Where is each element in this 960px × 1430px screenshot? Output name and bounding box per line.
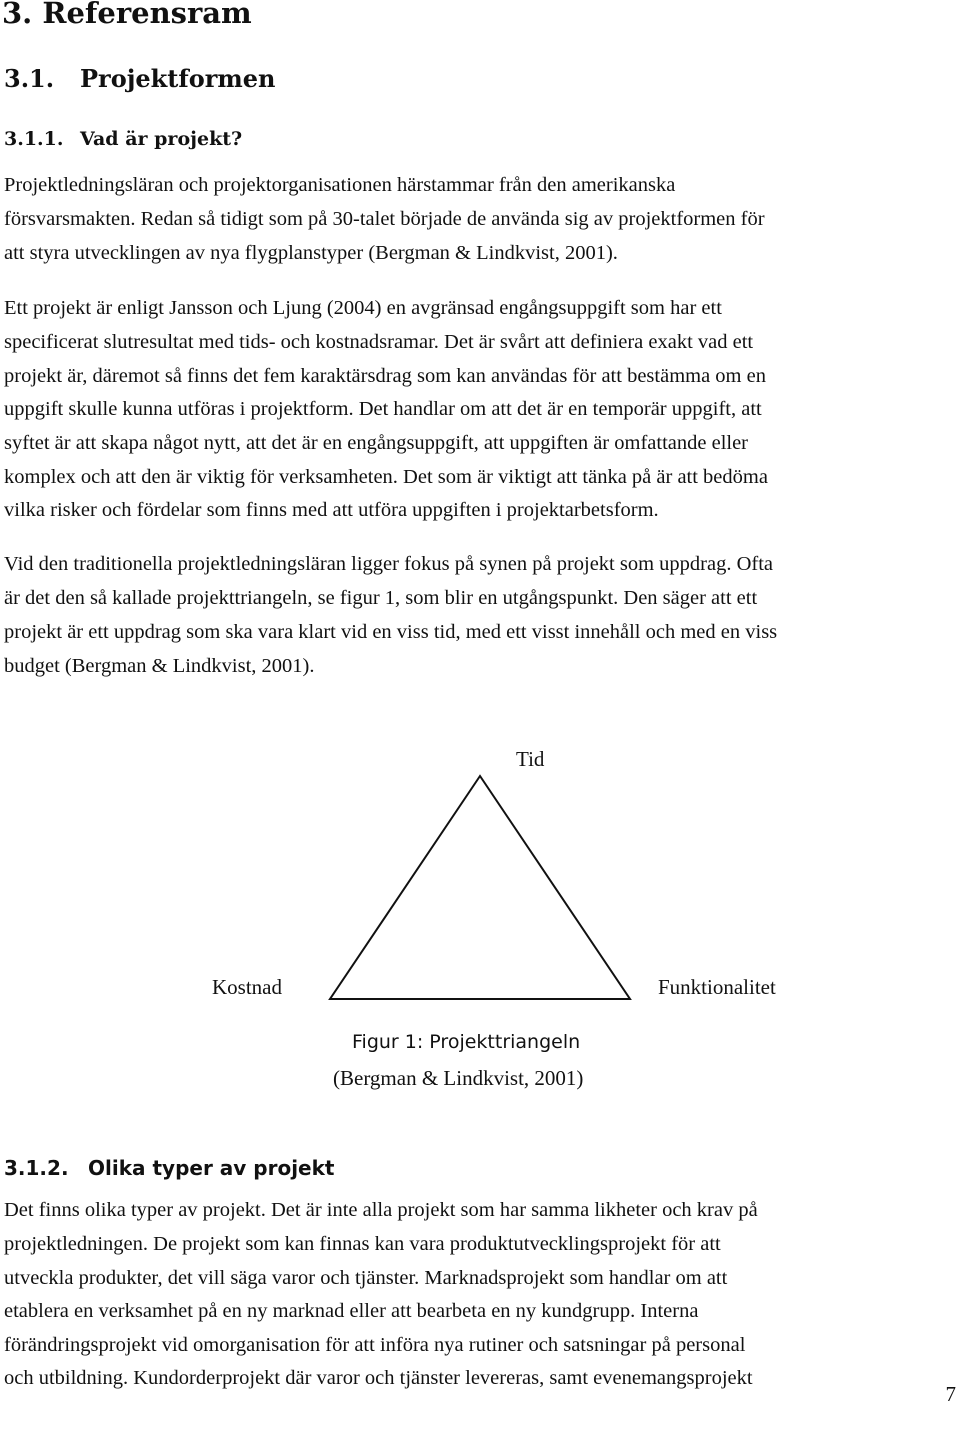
paragraph-2-line: komplex och att den är viktig för verksamheten. Det som är viktigt att tänka på är att bedöma (4, 466, 768, 488)
paragraph-2-line: Ett projekt är enligt Jansson och Ljung (2004) en avgränsad engångsuppgift som har ett (4, 297, 722, 319)
paragraph-3-line: är det den så kallade projekttriangeln, se figur 1, som blir en utgångspunkt. Den säger att ett (4, 587, 758, 609)
page-number: 7 (945, 1382, 956, 1406)
paragraph-1-line: att styra utvecklingen av nya flygplanstyper (Bergman & Lindkvist, 2001). (4, 242, 618, 264)
subsection-title: Olika typer av projekt (88, 1156, 335, 1180)
paragraph-4-line: utveckla produkter, det vill säga varor och tjänster. Marknadsprojekt som handlar om att (4, 1267, 728, 1289)
triangle-label-time: Tid (516, 747, 545, 771)
paragraph-2-line: projekt är, däremot så finns det fem karaktärsdrag som kan användas för att bestämma om en (4, 365, 766, 387)
triangle-shape (330, 776, 630, 999)
paragraph-4-line: etablera en verksamhet på en ny marknad eller att bearbeta en ny kundgrupp. Interna (4, 1300, 699, 1322)
chapter-heading: 3. Referensram (2, 0, 252, 30)
paragraph-2-line: vilka risker och fördelar som finns med att utföra uppgiften i projektarbetsform. (4, 499, 659, 521)
figure-caption-source: (Bergman & Lindkvist, 2001) (333, 1066, 584, 1090)
figure-caption: Figur 1: Projekttriangeln (352, 1031, 581, 1053)
subsection-number: 3.1.2. (4, 1156, 69, 1180)
paragraph-2-line: syftet är att skapa något nytt, att det är en engångsuppgift, att uppgiften är omfattande eller (4, 432, 749, 454)
paragraph-4-line: projektledningen. De projekt som kan finnas kan vara produktutvecklingsprojekt för att (4, 1233, 721, 1255)
paragraph-2-line: uppgift skulle kunna utföras i projektform. Det handlar om att det är en temporär uppgift, att (4, 398, 762, 420)
subsection-number: 3.1.1. (4, 128, 64, 150)
paragraph-1-line: Projektledningsläran och projektorganisationen härstammar från den amerikanska (4, 174, 676, 196)
subsection-title: Vad är projekt? (80, 128, 243, 150)
triangle-label-cost: Kostnad (212, 975, 282, 999)
paragraph-3-line: Vid den traditionella projektledningsläran ligger fokus på synen på projekt som uppdrag. Ofta (4, 553, 774, 575)
paragraph-3-line: budget (Bergman & Lindkvist, 2001). (4, 655, 315, 677)
paragraph-1-line: försvarsmakten. Redan så tidigt som på 30-talet började de använda sig av projektformen för (4, 208, 765, 230)
paragraph-2-line: specificerat slutresultat med tids- och kostnadsramar. Det är svårt att definiera exakt vad ett (4, 331, 754, 353)
paragraph-3-line: projekt är ett uppdrag som ska vara klart vid en viss tid, med ett visst innehåll och med en viss (4, 621, 778, 643)
paragraph-4-line: Det finns olika typer av projekt. Det är inte alla projekt som har samma likheter och krav på (4, 1199, 758, 1221)
paragraph-4-line: förändringsprojekt vid omorganisation för att införa nya rutiner och satsningar på personal (4, 1334, 746, 1356)
paragraph-4-line: och utbildning. Kundorderprojekt där varor och tjänster levereras, samt evenemangsprojekt (4, 1367, 753, 1389)
section-number: 3.1. (4, 64, 55, 93)
section-title: Projektformen (80, 64, 276, 93)
triangle-label-functionality: Funktionalitet (658, 975, 776, 999)
